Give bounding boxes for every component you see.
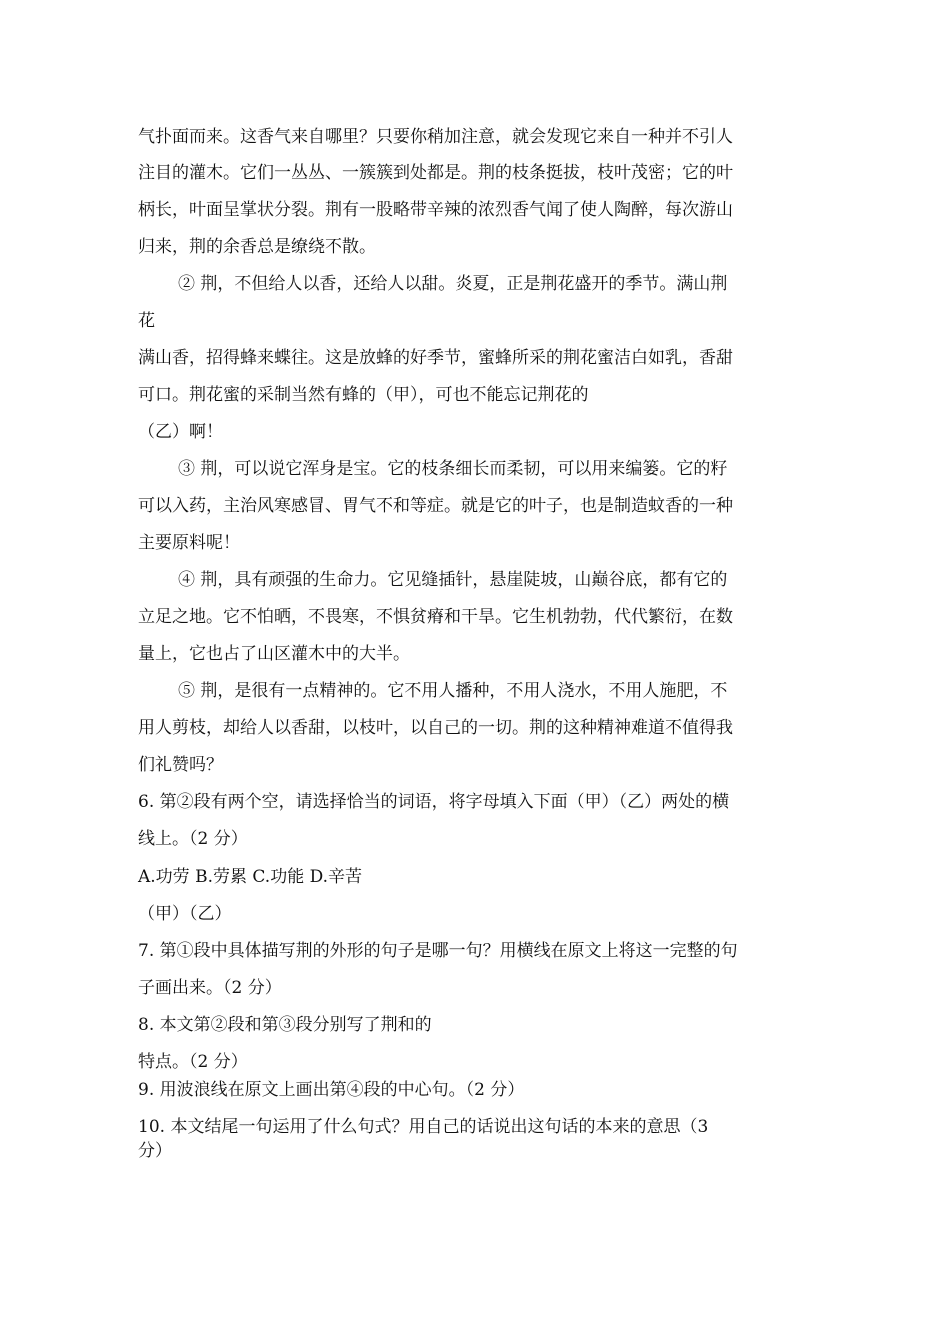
question-9: 9. 用波浪线在原文上画出第④段的中心句。（2 分）	[138, 1080, 525, 1100]
paragraph-2-line-2: 花	[138, 311, 155, 331]
question-8-line-2: 特点。（2 分）	[138, 1052, 248, 1072]
paragraph-4-line-1: ④ 荆，具有顽强的生命力。它见缝插针，悬崖陡坡，山巅谷底，都有它的	[178, 570, 728, 590]
question-8-line-1: 8. 本文第②段和第③段分别写了荆和的	[138, 1015, 432, 1035]
question-10-line-1: 10. 本文结尾一句运用了什么句式？用自己的话说出这句话的本来的意思（3	[138, 1117, 709, 1137]
paragraph-3-line-1: ③ 荆，可以说它浑身是宝。它的枝条细长而柔韧，可以用来编篓。它的籽	[178, 459, 728, 479]
paragraph-2-line-5: （乙）啊！	[138, 422, 223, 442]
paragraph-2-line-4: 可口。荆花蜜的采制当然有蜂的（甲），可也不能忘记荆花的	[138, 385, 589, 405]
paragraph-2-line-1: ② 荆，不但给人以香，还给人以甜。炎夏，正是荆花盛开的季节。满山荆	[178, 274, 728, 294]
paragraph-3-line-3: 主要原料呢！	[138, 533, 240, 553]
question-6-options: A.功劳 B.劳累 C.功能 D.辛苦	[138, 867, 363, 887]
paragraph-5-line-2: 用人剪枝，却给人以香甜，以枝叶，以自己的一切。荆的这种精神难道不值得我	[138, 718, 733, 738]
question-6-line-2: 线上。（2 分）	[138, 829, 248, 849]
paragraph-5-line-3: 们礼赞吗？	[138, 755, 223, 775]
paragraph-1-line-2: 注目的灌木。它们一丛丛、一簇簇到处都是。荆的枝条挺拔，枝叶茂密；它的叶	[138, 163, 733, 183]
question-7-line-1: 7. 第①段中具体描写荆的外形的句子是哪一句？用横线在原文上将这一完整的句	[138, 941, 738, 961]
question-6-answer-blanks: （甲）（乙）	[138, 904, 232, 924]
paragraph-1-line-3: 柄长，叶面呈掌状分裂。荆有一股略带辛辣的浓烈香气闻了使人陶醉，每次游山	[138, 200, 733, 220]
paragraph-3-line-2: 可以入药，主治风寒感冒、胃气不和等症。就是它的叶子，也是制造蚊香的一种	[138, 496, 733, 516]
question-10-line-2: 分）	[138, 1141, 172, 1161]
paragraph-1-line-4: 归来，荆的余香总是缭绕不散。	[138, 237, 376, 257]
paragraph-1-line-1: 气扑面而来。这香气来自哪里？只要你稍加注意，就会发现它来自一种并不引人	[138, 127, 733, 147]
paragraph-5-line-1: ⑤ 荆，是很有一点精神的。它不用人播种，不用人浇水，不用人施肥，不	[178, 681, 728, 701]
paragraph-4-line-2: 立足之地。它不怕晒，不畏寒，不惧贫瘠和干旱。它生机勃勃，代代繁衍，在数	[138, 607, 733, 627]
paragraph-4-line-3: 量上，它也占了山区灌木中的大半。	[138, 644, 410, 664]
question-7-line-2: 子画出来。（2 分）	[138, 978, 282, 998]
question-6-line-1: 6. 第②段有两个空，请选择恰当的词语，将字母填入下面（甲）（乙）两处的横	[138, 792, 730, 812]
paragraph-2-line-3: 满山香，招得蜂来蝶往。这是放蜂的好季节，蜜蜂所采的荆花蜜洁白如乳，香甜	[138, 348, 733, 368]
